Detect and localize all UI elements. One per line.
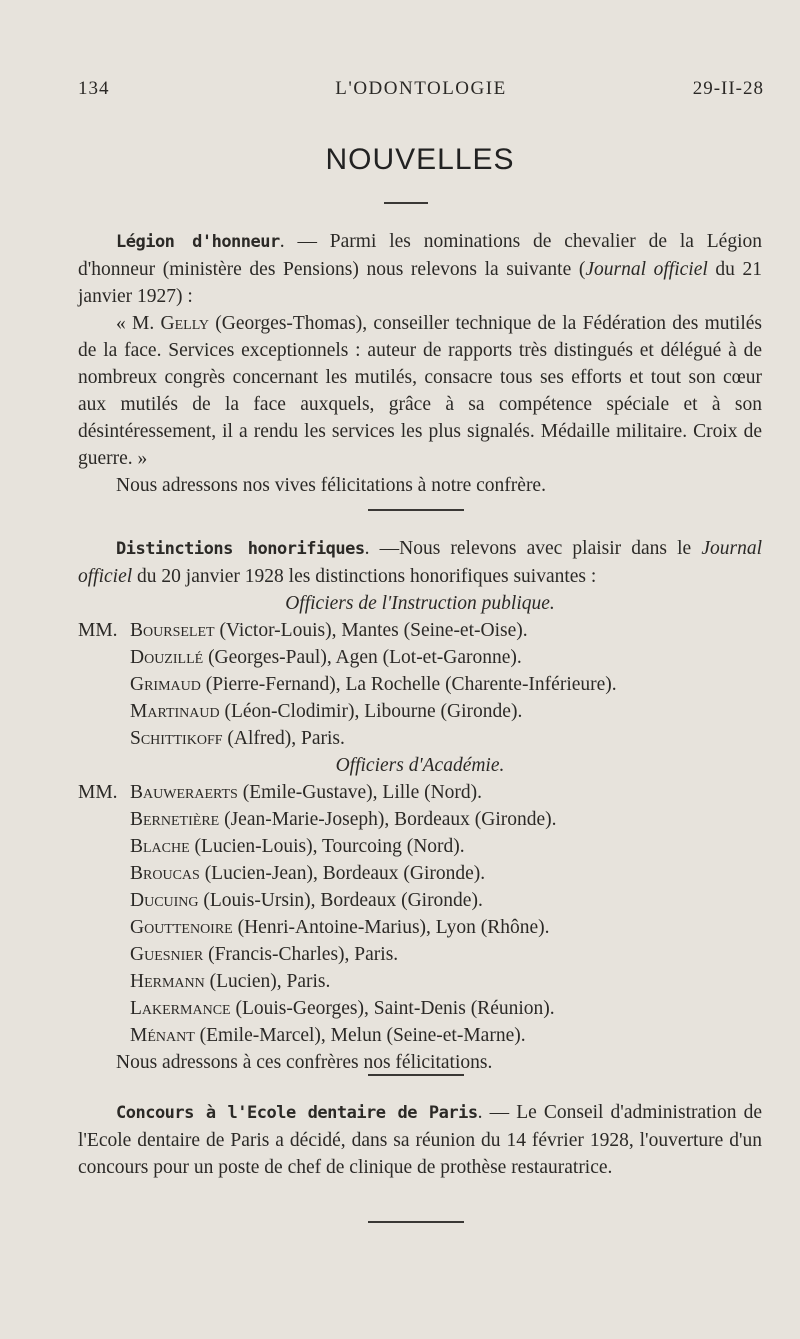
- running-head: [78, 78, 764, 102]
- list-body: [130, 914, 762, 941]
- list-item: [78, 995, 762, 1022]
- honoree-name: Schittikoff: [130, 728, 223, 749]
- honoree-details: (Lucien-Louis), Tourcoing (Nord).: [189, 836, 465, 857]
- legion-closing: Nous adressons nos vives félicitations à notre confrère.: [116, 475, 546, 496]
- distinctions-heading: Distinctions honorifiques: [116, 539, 365, 559]
- distinctions-intro: [78, 535, 762, 590]
- concours-section: [78, 1099, 762, 1181]
- quote-name: Gelly: [160, 313, 209, 334]
- honoree-details: (Georges-Paul), Agen (Lot-et-Garonne).: [203, 647, 522, 668]
- honoree-name: Ménant: [130, 1025, 195, 1046]
- honoree-details: (Louis-Ursin), Bordeaux (Gironde).: [198, 890, 483, 911]
- legion-intro-a: . — Parmi les nominations de chevalier de la Légion d'honneur (ministère des Pensions) nous relevons la suivante (: [78, 231, 762, 280]
- honoree-details: (Lucien-Jean), Bordeaux (Gironde).: [199, 863, 486, 884]
- honoree-details: (Louis-Georges), Saint-Denis (Réunion).: [230, 998, 555, 1019]
- list-item: [78, 887, 762, 914]
- list-prefix: [78, 914, 130, 941]
- list-prefix: [78, 941, 130, 968]
- honoree-name: Lakermance: [130, 998, 231, 1019]
- list-body: [130, 941, 762, 968]
- distinctions-section: [78, 535, 762, 1076]
- issue-date: 29-II-28: [692, 78, 764, 99]
- honoree-name: Grimaud: [130, 674, 201, 695]
- honoree-name: Bauweraerts: [130, 782, 238, 803]
- legion-intro-b: du 21 janvier 1927) :: [78, 259, 762, 307]
- list-item: [78, 725, 762, 752]
- subhead-academie: Officiers d'Académie.: [335, 755, 505, 776]
- honoree-name: Broucas: [130, 863, 200, 884]
- legion-section: [78, 228, 762, 499]
- page-title: NOUVELLES: [325, 143, 515, 176]
- list-item: [78, 941, 762, 968]
- page-number: 134: [78, 78, 110, 99]
- honoree-details: (Henri-Antoine-Marius), Lyon (Rhône).: [232, 917, 550, 938]
- quote-open: « M.: [116, 313, 161, 334]
- list-body: [130, 833, 762, 860]
- list-body: [130, 860, 762, 887]
- list-item: [78, 914, 762, 941]
- legion-journal: Journal officiel: [585, 259, 708, 280]
- list-body: [130, 995, 762, 1022]
- list-prefix: MM.: [78, 782, 118, 803]
- list-body: [130, 968, 762, 995]
- legion-heading: Légion d'honneur: [116, 232, 280, 252]
- distinctions-closing: Nous adressons à ces confrères nos félicitations.: [116, 1052, 493, 1073]
- honoree-details: (Emile-Marcel), Melun (Seine-et-Marne).: [194, 1025, 526, 1046]
- honoree-details: (Léon-Clodimir), Libourne (Gironde).: [219, 701, 523, 722]
- honoree-details: (Jean-Marie-Joseph), Bordeaux (Gironde).: [219, 809, 557, 830]
- list-prefix: MM.: [78, 620, 118, 641]
- journal-title: L'ODONTOLOGIE: [335, 78, 507, 99]
- list-prefix: [78, 968, 130, 995]
- legion-intro: [78, 228, 762, 310]
- quote-body: (Georges-Thomas), conseiller technique de la Fédération des mutilés de la face. Services exceptionnels : auteur de rapports très distingués et délégué à de nombreux congrès concernant les mutilés, consacre tous ses efforts et tout son cœur aux mutilés de la face auxquels, grâce à sa compétence spéciale et à son désintéressement, il a rendu les services les plus signalés. Médaille militaire. Croix de guerre. »: [78, 313, 762, 469]
- distinctions-intro-a: . —Nous relevons avec plaisir dans le: [364, 538, 702, 559]
- honoree-name: Douzillé: [130, 647, 204, 668]
- list-prefix: [78, 725, 130, 752]
- list-item: [78, 860, 762, 887]
- honoree-details: (Victor-Louis), Mantes (Seine-et-Oise).: [214, 620, 528, 641]
- list-body: [130, 725, 762, 752]
- honoree-name: Gouttenoire: [130, 917, 233, 938]
- honoree-name: Bernetière: [130, 809, 220, 830]
- honoree-details: (Lucien), Paris.: [204, 971, 331, 992]
- list-prefix: [78, 860, 130, 887]
- subhead-instruction: Officiers de l'Instruction publique.: [285, 593, 555, 614]
- honoree-details: (Alfred), Paris.: [222, 728, 345, 749]
- list-item: [78, 671, 762, 698]
- list-body: [130, 644, 762, 671]
- list-body: [130, 806, 762, 833]
- list-body: [130, 698, 762, 725]
- honoree-name: Ducuing: [130, 890, 199, 911]
- honoree-name: Guesnier: [130, 944, 204, 965]
- list-body: [130, 779, 762, 806]
- list-item: [78, 698, 762, 725]
- list-prefix: [78, 995, 130, 1022]
- list-prefix: [78, 1022, 130, 1049]
- list-prefix: [78, 833, 130, 860]
- list-item: [78, 806, 762, 833]
- honoree-name: Bourselet: [130, 620, 215, 641]
- honoree-details: (Pierre-Fernand), La Rochelle (Charente-Inférieure).: [200, 674, 617, 695]
- section-rule-2: [368, 1074, 464, 1076]
- list-prefix: [78, 671, 130, 698]
- list-body: [130, 617, 762, 644]
- list-prefix: [78, 644, 130, 671]
- section-rule-1: [368, 509, 464, 511]
- list-academie: [78, 779, 762, 1049]
- distinctions-journal: Journal officiel: [78, 538, 762, 587]
- honoree-name: Martinaud: [130, 701, 220, 722]
- list-body: [130, 671, 762, 698]
- list-item: [78, 617, 762, 644]
- concours-body: . — Le Conseil d'administration de l'Ecole dentaire de Paris a décidé, dans sa réunion du 14 février 1928, l'ouverture d'un concours pour un poste de chef de clinique de prothèse restauratrice.: [78, 1102, 762, 1178]
- list-item: [78, 1022, 762, 1049]
- title-rule: [384, 202, 428, 204]
- concours-paragraph: [78, 1099, 762, 1181]
- list-item: [78, 833, 762, 860]
- list-prefix: [78, 887, 130, 914]
- distinctions-intro-b: du 20 janvier 1928 les distinctions honorifiques suivantes :: [132, 566, 597, 587]
- section-rule-3: [368, 1221, 464, 1223]
- list-prefix: [78, 806, 130, 833]
- list-prefix: [78, 698, 130, 725]
- honoree-details: (Francis-Charles), Paris.: [203, 944, 399, 965]
- legion-quote: [78, 310, 762, 472]
- list-instruction-publique: [78, 617, 762, 752]
- honoree-name: Hermann: [130, 971, 205, 992]
- list-body: [130, 887, 762, 914]
- list-item: [78, 644, 762, 671]
- honoree-details: (Emile-Gustave), Lille (Nord).: [237, 782, 483, 803]
- list-body: [130, 1022, 762, 1049]
- list-item: [78, 779, 762, 806]
- honoree-name: Blache: [130, 836, 190, 857]
- concours-heading: Concours à l'Ecole dentaire de Paris: [116, 1103, 478, 1123]
- list-item: [78, 968, 762, 995]
